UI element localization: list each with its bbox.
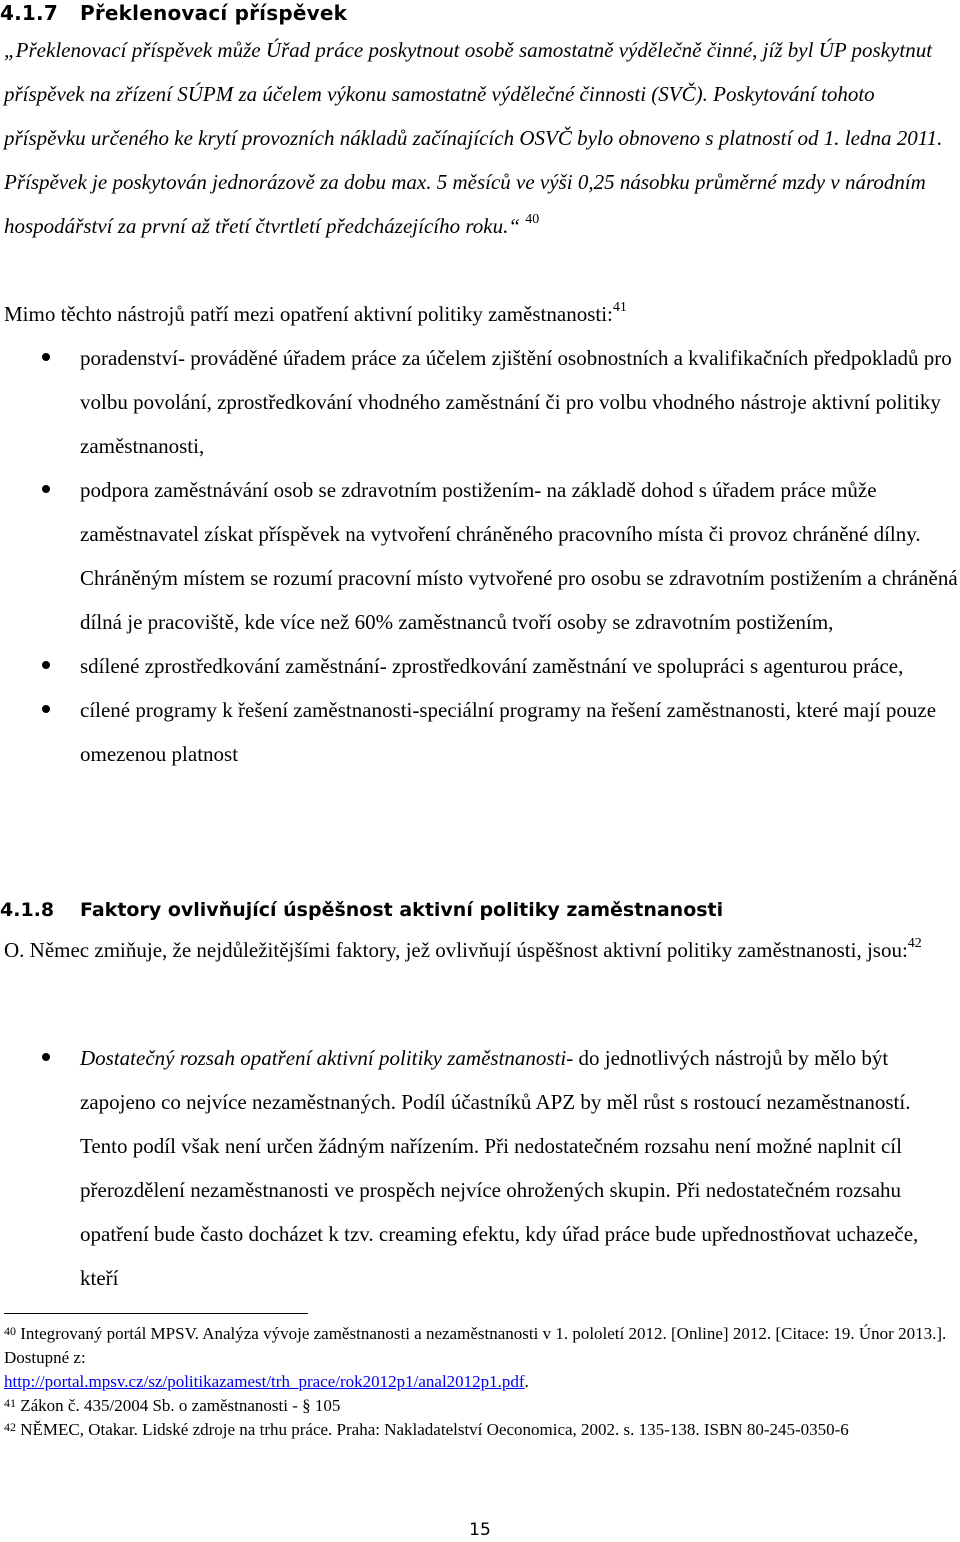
- section-number: 4.1.8: [0, 899, 55, 921]
- factors-list: [0, 1036, 958, 1300]
- footnote-end: .: [524, 1372, 529, 1391]
- footnote-link[interactable]: http://portal.mpsv.cz/sz/politikazamest/trh_prace/rok2012p1/anal2012p1.pdf: [4, 1372, 525, 1391]
- list-item: [0, 336, 958, 468]
- bullet-icon: [42, 353, 50, 361]
- bullet-icon: [42, 705, 50, 713]
- list-item: [0, 468, 958, 644]
- footnote-42: [4, 1418, 958, 1442]
- footnote-41: [4, 1394, 958, 1418]
- intro-text: Mimo těchto nástrojů patří mezi opatření aktivní politiky zaměstnanosti:: [4, 302, 613, 326]
- section-heading-4-1-8: [0, 896, 723, 924]
- footnote-text: Zákon č. 435/2004 Sb. o zaměstnanosti - § 105: [20, 1396, 341, 1415]
- list-item-text: podpora zaměstnávání osob se zdravotním postižením- na základě dohod s úřadem práce může zaměstnavatel získat příspěvek na vytvoření chráněného pracovního místa či provoz chráněné dílny. Chráněným místem se rozumí pracovní místo vytvořené pro osobu se zdravotním postižením a chráněná dílná je pracoviště, kde více než 60% zaměstnanců tvoří osoby se zdravotním postižením,: [80, 478, 958, 634]
- list-item: [0, 644, 958, 688]
- list-item-emphasis: Dostatečný rozsah opatření aktivní politiky zaměstnanosti: [80, 1046, 567, 1070]
- section-number: 4.1.7: [0, 1, 58, 25]
- list-item-text: cílené programy k řešení zaměstnanosti-speciální programy na řešení zaměstnanosti, které mají pouze omezenou platnost: [80, 698, 937, 766]
- list-item: [0, 1036, 958, 1300]
- section-heading-4-1-7: [0, 0, 347, 26]
- bullet-icon: [42, 485, 50, 493]
- footnote-separator: [4, 1313, 308, 1314]
- intro-paragraph: [4, 292, 956, 336]
- list-item: [0, 688, 958, 776]
- list-item-text: poradenství- prováděné úřadem práce za účelem zjištění osobnostních a kvalifikačních předpokladů pro volbu povolání, zprostředkování vhodného zaměstnání či pro volbu vhodného nástroje aktivní politiky zaměstnanosti,: [80, 346, 952, 458]
- section-title: Faktory ovlivňující úspěšnost aktivní politiky zaměstnanosti: [80, 899, 724, 921]
- footnote-40: [4, 1322, 958, 1394]
- intro-text: O. Němec zmiňuje, že nejdůležitějšími faktory, jež ovlivňují úspěšnost aktivní politiky zaměstnanosti, jsou:: [4, 938, 908, 962]
- page-number: 15: [469, 1520, 491, 1540]
- footnote-number: 40: [4, 1324, 16, 1338]
- measures-list: [0, 336, 958, 776]
- footnotes: [4, 1322, 958, 1442]
- list-item-text: - do jednotlivých nástrojů by mělo být zapojeno co nejvíce nezaměstnaných. Podíl účastníků APZ by měl růst s rostoucí nezaměstnaností. Tento podíl však není určen žádným nařízením. Při nedostatečném rozsahu není možné naplnit cíl přerozdělení nezaměstnanosti ve prospěch nejvíce ohrožených skupin. Při nedostatečném rozsahu opatření bude často docházet k tzv. creaming efektu, kdy úřad práce bude upřednostňovat uchazeče, kteří: [80, 1046, 919, 1290]
- bullet-icon: [42, 661, 50, 669]
- footnote-ref-42[interactable]: 42: [907, 936, 922, 951]
- list-item-text: sdílené zprostředkování zaměstnání- zprostředkování zaměstnání ve spolupráci s agenturou práce,: [80, 654, 904, 678]
- footnote-number: 42: [4, 1420, 16, 1434]
- footnote-number: 41: [4, 1396, 16, 1410]
- quote-text: „Překlenovací příspěvek může Úřad práce poskytnout osobě samostatně výdělečně činné, jíž byl ÚP poskytnut příspěvek na zřízení SÚPM za účelem výkonu samostatně výdělečné činnosti (SVČ). Poskytování tohoto příspěvku určeného ke krytí provozních nákladů začínajících OSVČ bylo obnoveno s platností od 1. ledna 2011. Příspěvek je poskytován jednorázově za dobu max. 5 měsíců ve výši 0,25 násobku průměrné mzdy v národním hospodářství za první až třetí čtvrtletí předcházejícího roku.“: [4, 38, 943, 238]
- quoted-paragraph: [4, 28, 956, 248]
- footnote-text: NĚMEC, Otakar. Lidské zdroje na trhu práce. Praha: Nakladatelství Oeconomica, 2002. s. 135-138. ISBN 80-245-0350-6: [20, 1420, 849, 1439]
- footnote-ref-41[interactable]: 41: [612, 300, 627, 315]
- factors-intro-paragraph: [4, 928, 956, 972]
- footnote-ref-40[interactable]: 40: [525, 212, 540, 227]
- section-title: Překlenovací příspěvek: [80, 1, 348, 25]
- footnote-text: Integrovaný portál MPSV. Analýza vývoje zaměstnanosti a nezaměstnanosti v 1. pololetí 2012. [Online] 2012. [Citace: 19. Únor 2013.]. Dostupné z:: [4, 1324, 947, 1367]
- bullet-icon: [42, 1053, 50, 1061]
